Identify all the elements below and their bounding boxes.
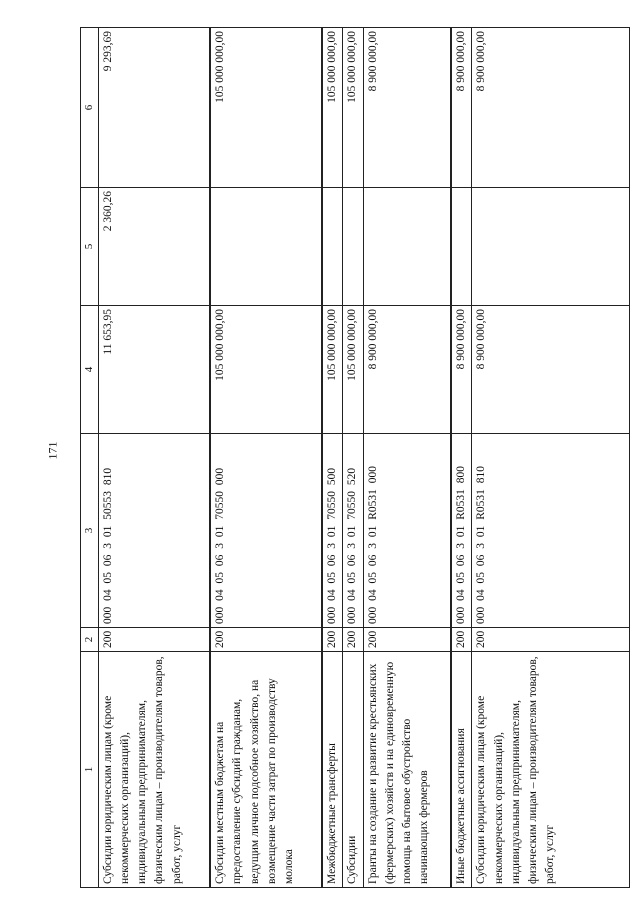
row-amount-5: 2 360,26 — [98, 188, 210, 306]
table-row — [322, 28, 343, 888]
column-header: 6 — [81, 28, 99, 188]
row-amount-4: 105 000 000,00 — [210, 306, 322, 434]
table-row — [343, 28, 363, 888]
table-row — [472, 28, 630, 888]
row-name: Субсидии — [343, 652, 363, 888]
row-amount-6: 8 900 000,00 — [451, 28, 472, 188]
row-amount-4: 105 000 000,00 — [322, 306, 343, 434]
row-budget-code: 000 04 05 06 3 01 R0531 810 — [472, 434, 630, 628]
row-amount-5 — [472, 188, 630, 306]
row-budget-code: 000 04 05 06 3 01 70550 000 — [210, 434, 322, 628]
column-header: 3 — [81, 434, 99, 628]
row-amount-5 — [322, 188, 343, 306]
page-number: 171 — [45, 441, 60, 460]
row-amount-6: 8 900 000,00 — [363, 28, 451, 188]
rotated-table-container — [80, 28, 630, 888]
table-row — [363, 28, 451, 888]
row-name: Субсидии юридическим лицам (кроме некоммерческих организаций), индивидуальным предпринимателям, физическим лицам – производителям товаров, работ, услуг — [472, 652, 630, 888]
row-amount-6: 105 000 000,00 — [322, 28, 343, 188]
row-amount-4: 105 000 000,00 — [343, 306, 363, 434]
row-amount-5 — [363, 188, 451, 306]
row-budget-code: 000 04 05 06 3 01 70550 520 — [343, 434, 363, 628]
row-amount-6: 8 900 000,00 — [472, 28, 630, 188]
row-amount-4: 8 900 000,00 — [451, 306, 472, 434]
row-admin-code: 200 — [343, 628, 363, 652]
row-name: Гранты на создание и развитие крестьянских (фермерских) хозяйств и на единовременную помощь на бытовое обустройство начинающих фермеров — [363, 652, 451, 888]
row-admin-code: 200 — [322, 628, 343, 652]
row-amount-6: 105 000 000,00 — [343, 28, 363, 188]
row-name: Межбюджетные трансферты — [322, 652, 343, 888]
column-number-row — [81, 28, 99, 888]
row-admin-code: 200 — [472, 628, 630, 652]
row-admin-code: 200 — [451, 628, 472, 652]
row-amount-4: 8 900 000,00 — [472, 306, 630, 434]
column-header: 5 — [81, 188, 99, 306]
row-amount-4: 8 900 000,00 — [363, 306, 451, 434]
row-admin-code: 200 — [210, 628, 322, 652]
row-amount-6: 9 293,69 — [98, 28, 210, 188]
row-name: Субсидии местным бюджетам на предоставление субсидий гражданам, ведущим личное подсобное хозяйство, на возмещение части затрат по производству молока — [210, 652, 322, 888]
row-budget-code: 000 04 05 06 3 01 R0531 000 — [363, 434, 451, 628]
column-header: 4 — [81, 306, 99, 434]
budget-table — [80, 27, 630, 888]
row-admin-code: 200 — [98, 628, 210, 652]
row-amount-5 — [343, 188, 363, 306]
column-header: 2 — [81, 628, 99, 652]
row-budget-code: 000 04 05 06 3 01 70550 500 — [322, 434, 343, 628]
row-budget-code: 000 04 05 06 3 01 50553 810 — [98, 434, 210, 628]
row-amount-4: 11 653,95 — [98, 306, 210, 434]
row-name: Субсидии юридическим лицам (кроме некоммерческих организаций), индивидуальным предпринимателям, физическим лицам – производителям товаров, работ, услуг — [98, 652, 210, 888]
column-header: 1 — [81, 652, 99, 888]
table-row — [98, 28, 210, 888]
row-amount-6: 105 000 000,00 — [210, 28, 322, 188]
table-row — [451, 28, 472, 888]
row-amount-5 — [210, 188, 322, 306]
row-name: Иные бюджетные ассигнования — [451, 652, 472, 888]
table-row — [210, 28, 322, 888]
row-admin-code: 200 — [363, 628, 451, 652]
row-budget-code: 000 04 05 06 3 01 R0531 800 — [451, 434, 472, 628]
row-amount-5 — [451, 188, 472, 306]
